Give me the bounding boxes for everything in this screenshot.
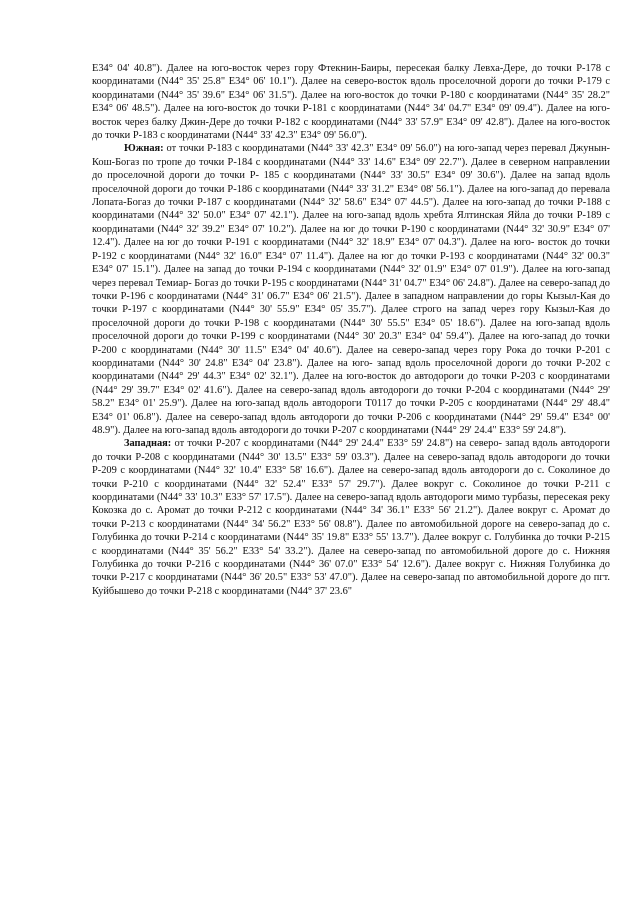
document-page bbox=[92, 62, 610, 598]
paragraph-south bbox=[92, 142, 610, 437]
paragraph-text: от точки Р-207 с координатами (N44° 29' 24.4" E33° 59' 24.8") на северо- запад вдоль автодороги до точки Р-208 с координатами (N44° 30' 13.5" E33° 59' 03.3"). Далее на северо-запад вдоль автодороги до точки Р-209 с координатами (N44° 32' 10.4" E33° 58' 16.6"). Далее на северо-запад вдоль автодороги до с. Соколиное до точки Р-210 с координатами (N44° 32' 52.4" E33° 57' 29.7"). Далее вокруг с. Соколиное до точки Р-211 с координатами (N44° 33' 10.3" E33° 57' 17.5"). Далее на северо-запад вдоль автодороги мимо турбазы, пересекая реку Кокозка до с. Аромат до точки Р-212 с координатами (N44° 34' 36.1" E33° 56' 21.2"). Далее вокруг с. Аромат до точки Р-213 с координатами (N44° 34' 56.2" E33° 56' 08.8"). Далее по автомобильной дороге на северо-запад до с. Голубинка до точки Р-214 с координатами (N44° 35' 19.8" E33° 55' 13.7"). Далее вокруг с. Голубинка до точки Р-215 с координатами (N44° 35' 56.2" E33° 54' 33.2"). Далее на северо-запад по автомобильной дороге до с. Нижняя Голубинка до точки Р-216 с координатами (N44° 36' 07.0" E33° 54' 12.6"). Далее вокруг с. Нижняя Голубинка до точки Р-217 с координатами (N44° 36' 20.5" E33° 53' 47.0"). Далее на северо-запад по автомобильной дороге до пгт. Куйбышево до точки Р-218 с координатами (N44° 37' 23.6" bbox=[92, 438, 610, 597]
paragraph-east-continued bbox=[92, 62, 610, 142]
paragraph-west bbox=[92, 437, 610, 598]
paragraph-text: E34° 04' 40.8"). Далее на юго-восток через гору Фтекнин-Баиры, пересекая балку Левха-Дере, до точки Р-178 с координатами (N44° 35' 25.8" E34° 06' 10.1"). Далее на северо-восток вдоль проселочной дороги до точки Р-179 с координатами (N44° 35' 39.6" E34° 06' 31.5"). Далее на юго-восток до точки Р-180 с координатами (N44° 35' 28.2" E34° 06' 48.5"). Далее на юго-восток до точки Р-181 с координатами (N44° 34' 04.7" E34° 09' 09.4"). Далее на юго-восток через балку Джин-Дере до точки Р-182 с координатами (N44° 33' 57.9" E34° 09' 42.8"). Далее на юго-восток до точки Р-183 с координатами (N44° 33' 42.3" E34° 09' 56.0"). bbox=[92, 63, 610, 142]
section-heading-south: Южная: bbox=[124, 143, 164, 155]
section-heading-west: Западная: bbox=[124, 438, 172, 450]
paragraph-text: от точки Р-183 с координатами (N44° 33' 42.3" E34° 09' 56.0") на юго-запад через перевал Джунын-Кош-Богаз по тропе до точки Р-184 с координатами (N44° 33' 14.6" E34° 09' 22.7"). Далее в северном направлении до проселочной дороги до точки Р- 185 с координатами (N44° 33' 30.5" E34° 09' 30.6"). Далее на запад вдоль проселочной дороги до точки Р-186 с координатами (N44° 33' 31.2" E34° 08' 56.1"). Далее на юго-запад до перевала Лопата-Богаз до точки Р-187 с координатами (N44° 32' 58.6" E34° 07' 44.5"). Далее на юго-запад до точки Р-188 с координатами (N44° 32' 50.0" E34° 07' 42.1"). Далее на юго-запад вдоль хребта Ялтинская Яйла до точки Р-189 с координатами (N44° 32' 39.2" E34° 07' 10.2"). Далее на юг до точки Р-190 с координатами (N44° 32' 30.9" E34° 07' 12.4"). Далее на юг до точки Р-191 с координатами (N44° 32' 18.9" E34° 07' 04.3"). Далее на юго- восток до точки Р-192 с координатами (N44° 32' 16.0" E34° 07' 11.4"). Далее на юг до точки Р-193 с координатами (N44° 32' 00.3" E34° 07' 15.1"). Далее на запад до точки Р-194 с координатами (N44° 32' 01.9" E34° 07' 01.9"). Далее на юго-запад через перевал Темиар- Богаз до точки Р-195 с координатами (N44° 31' 04.7" E34° 06' 24.8"). Далее на северо-запад до точки Р-196 с координатами (N44° 31' 06.7" E34° 06' 21.5"). Далее в западном направлении до горы Кызыл-Кая до точки Р-197 с координатами (N44° 30' 55.9" E34° 05' 35.7"). Далее строго на запад через гору Кызыл-Кая до проселочной дороги до точки Р-198 с координатами (N44° 30' 55.5" E34° 05' 18.6"). Далее на юго-запад вдоль проселочной дороги до точки Р-199 с координатами (N44° 30' 20.3" E34° 04' 59.4"). Далее на юго-запад до точки Р-200 с координатами (N44° 30' 11.5" E34° 04' 40.6"). Далее на северо-запад через гору Рока до точки Р-201 с координатами (N44° 30' 24.8" E34° 04' 23.8"). Далее на юго- запад вдоль проселочной дороги до точки Р-202 с координатами (N44° 29' 44.3" E34° 02' 32.1"). Далее на юго-восток до автодороги до точки Р-203 с координатами (N44° 29' 39.7" E34° 02' 41.6"). Далее на северо-запад вдоль автодороги до точки Р-204 с координатами (N44° 29' 58.2" E34° 01' 25.9"). Далее на юго-запад вдоль автодороги Т0117 до точки Р-205 с координатами (N44° 29' 48.4" E34° 01' 06.8"). Далее на северо-запад вдоль автодороги до точки Р-206 с координатами (N44° 29' 59.4" E34° 00' 48.9"). Далее на юго-запад вдоль автодороги до точки Р-207 с координатами (N44° 29' 24.4" E33° 59' 24.8"). bbox=[92, 143, 610, 436]
